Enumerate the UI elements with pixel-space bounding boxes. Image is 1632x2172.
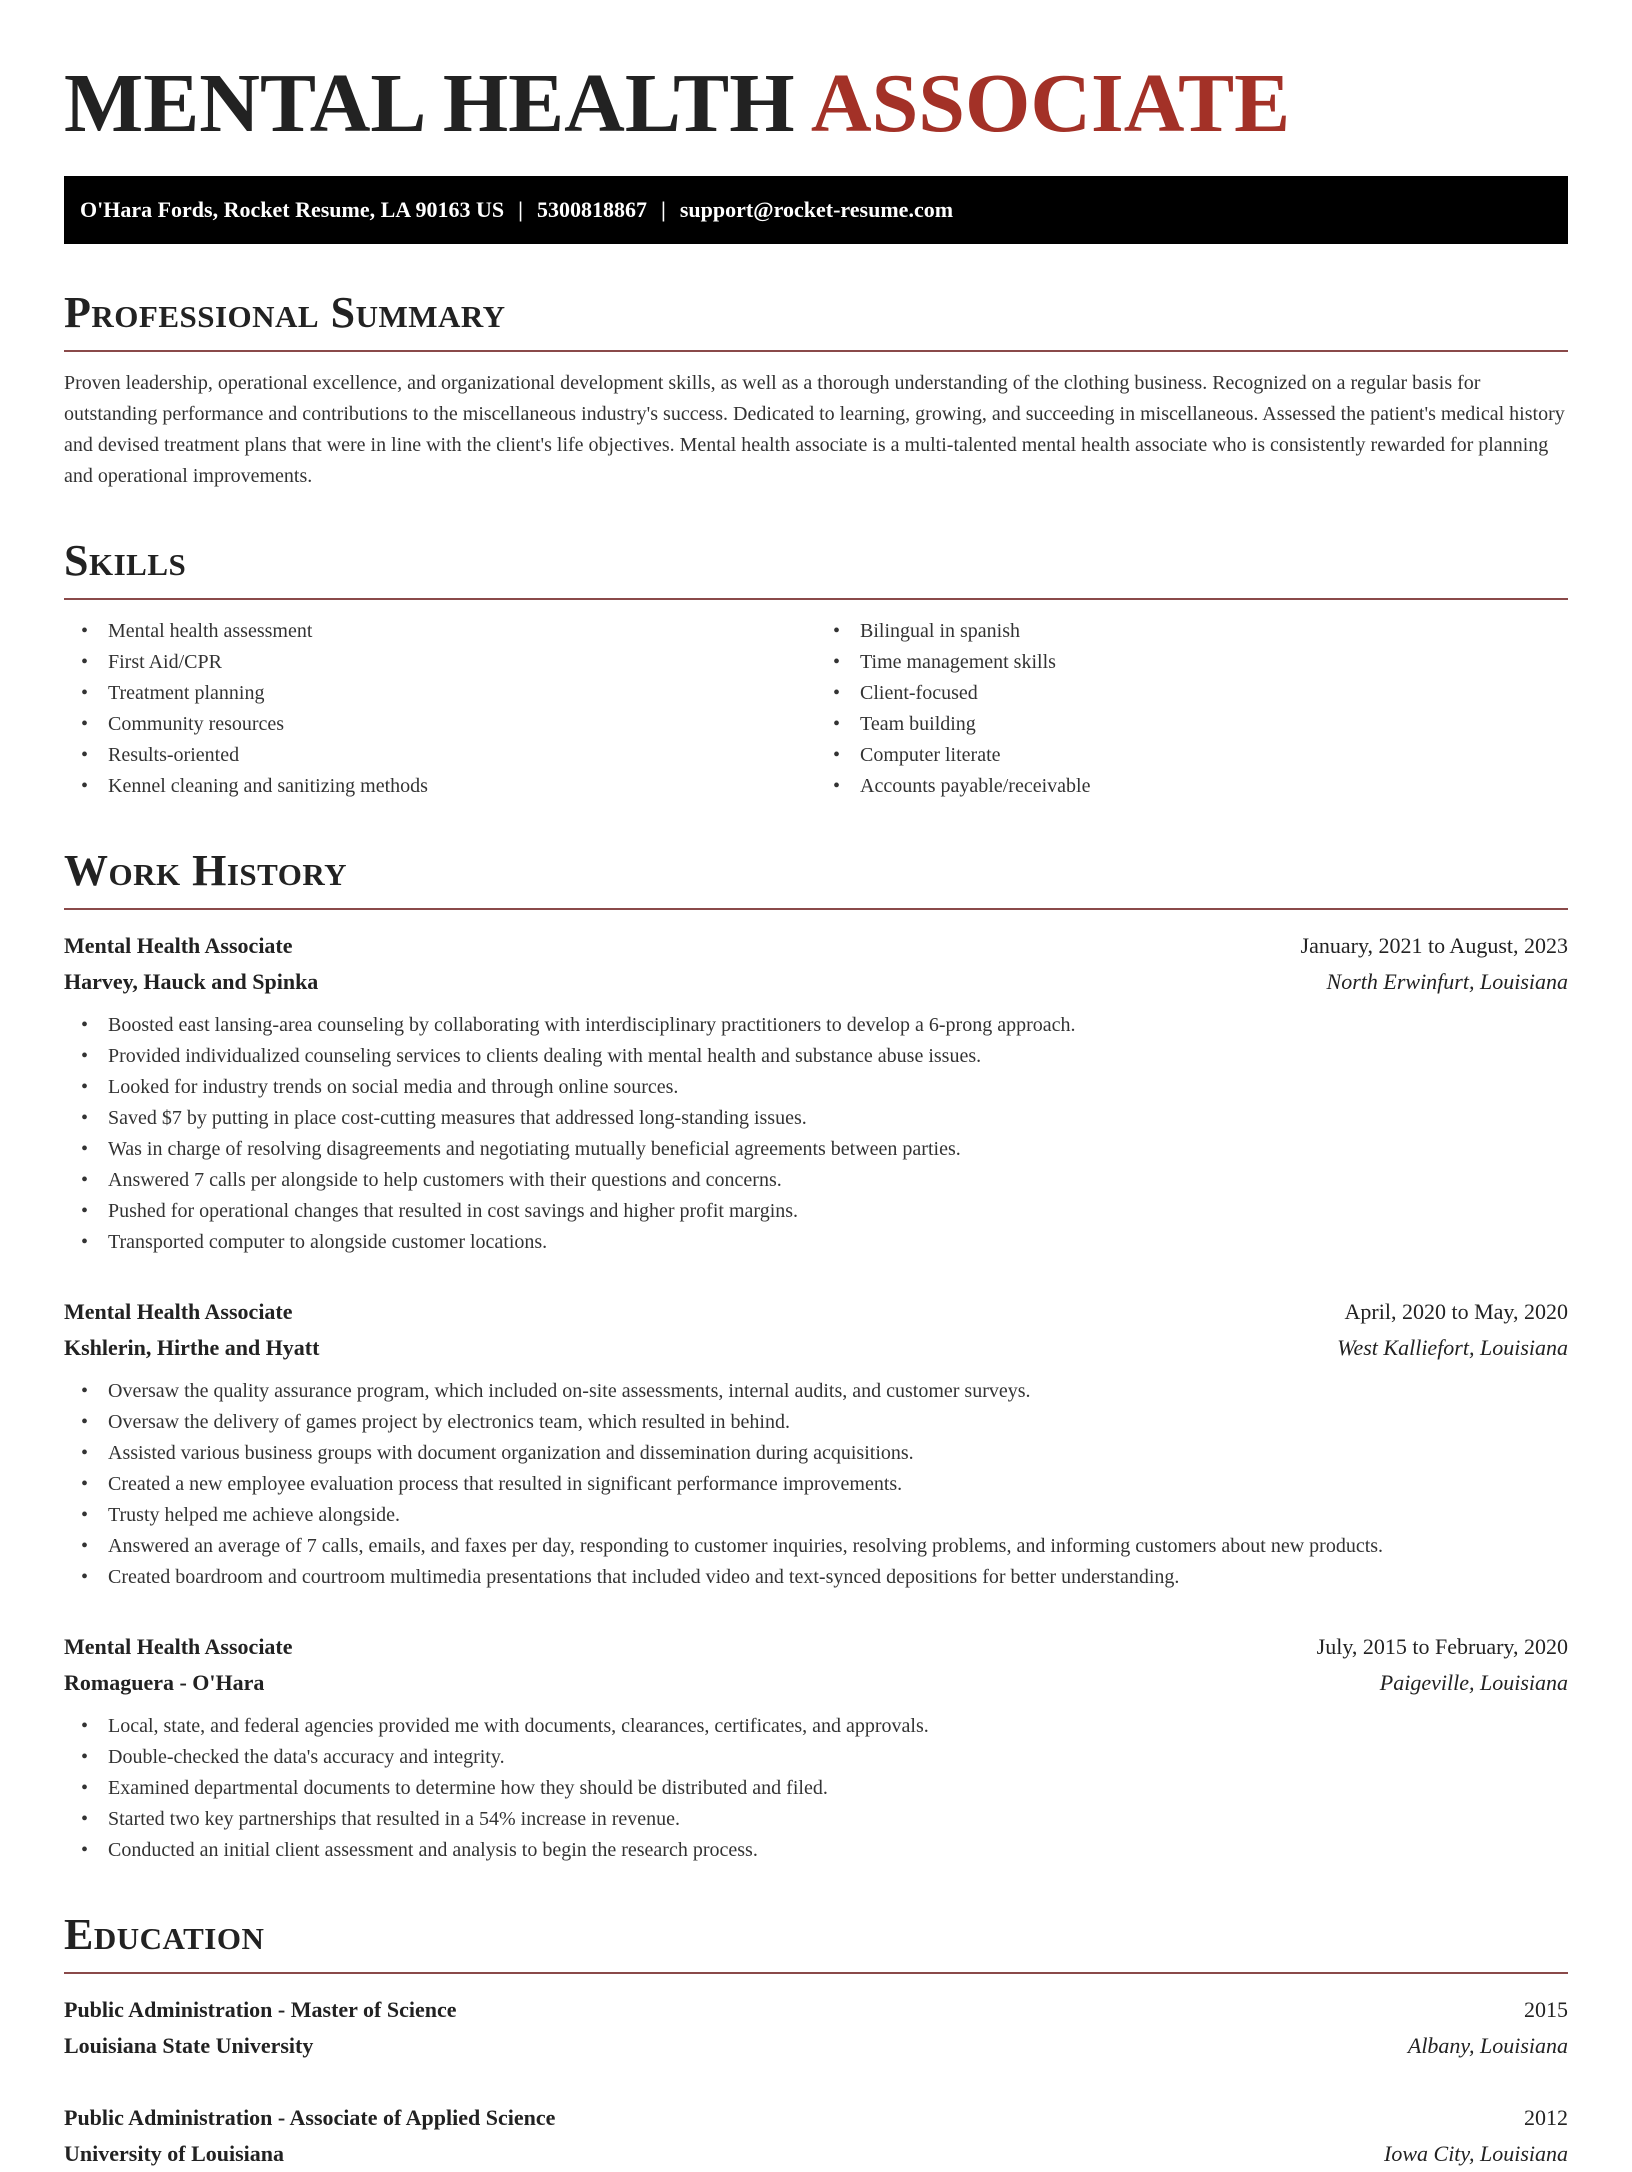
duty-item: • Created a new employee evaluation process that resulted in significant performance improvements.	[108, 1469, 1568, 1500]
contact-separator: |	[518, 197, 523, 222]
job-title-row	[64, 1629, 1568, 1665]
section-title-work: Work History	[64, 846, 348, 895]
skill-item: • First Aid/CPR	[108, 647, 816, 678]
edu-location: Albany, Louisiana	[1407, 2033, 1568, 2058]
edu-school: Louisiana State University	[64, 2033, 314, 2058]
edu-location: Iowa City, Louisiana	[1384, 2141, 1568, 2166]
job-title-row	[64, 928, 1568, 964]
skill-item: • Computer literate	[860, 740, 1568, 771]
job-dates: January, 2021 to August, 2023	[1300, 933, 1568, 958]
duty-item: • Created boardroom and courtroom multimedia presentations that included video and text-synced depositions for better understanding.	[108, 1562, 1568, 1593]
edu-degree-row	[64, 1992, 1568, 2028]
duty-item: • Started two key partnerships that resulted in a 54% increase in revenue.	[108, 1804, 1568, 1835]
edu-degree-row	[64, 2100, 1568, 2136]
edu-school-row	[64, 2028, 1568, 2064]
section-title-skills: Skills	[64, 536, 187, 585]
education-entry	[64, 1992, 1568, 2064]
section-divider	[64, 908, 1568, 910]
section-divider	[64, 598, 1568, 600]
contact-bar	[64, 176, 1568, 244]
skill-item: • Community resources	[108, 709, 816, 740]
duty-item: • Boosted east lansing-area counseling by collaborating with interdisciplinary practitioners to develop a 6-prong approach.	[108, 1010, 1568, 1041]
edu-degree: Public Administration - Master of Science	[64, 1997, 457, 2022]
job-company-row	[64, 1665, 1568, 1701]
contact-address: O'Hara Fords, Rocket Resume, LA 90163 US	[80, 197, 505, 222]
skill-item: • Treatment planning	[108, 678, 816, 709]
duty-item: • Oversaw the quality assurance program, which included on-site assessments, internal audits, and customer surveys.	[108, 1376, 1568, 1407]
summary-text: Proven leadership, operational excellence, and organizational development skills, as well as a thorough understanding of the clothing business. Recognized on a regular basis for outstanding performance and contributions to the miscellaneous industry's success. Dedicated to learning, growing, and succeeding in miscellaneous. Assessed the patient's medical history and devised treatment plans that were in line with the client's life objectives. Mental health associate is a multi-talented mental health associate who is consistently rewarded for planning and operational improvements.	[64, 372, 1565, 487]
job-title: Mental Health Associate	[64, 1299, 293, 1324]
contact-phone: 5300818867	[536, 197, 647, 222]
section-title-education: Education	[64, 1910, 265, 1959]
job-duties	[64, 1010, 1568, 1258]
duty-item: • Trusty helped me achieve alongside.	[108, 1500, 1568, 1531]
headline-role: MENTAL HEALTH	[64, 57, 795, 150]
job-location: North Erwinfurt, Louisiana	[1326, 969, 1568, 994]
job-entry	[64, 928, 1568, 1258]
duty-item: • Pushed for operational changes that resulted in cost savings and higher profit margins.	[108, 1196, 1568, 1227]
skills-list-right	[816, 616, 1568, 802]
section-title-summary: Professional Summary	[64, 288, 506, 337]
skill-item: • Accounts payable/receivable	[860, 771, 1568, 802]
job-company: Kshlerin, Hirthe and Hyatt	[64, 1335, 320, 1360]
duty-item: • Local, state, and federal agencies provided me with documents, clearances, certificates, and approvals.	[108, 1711, 1568, 1742]
job-company: Harvey, Hauck and Spinka	[64, 969, 319, 994]
job-duties	[64, 1376, 1568, 1593]
duty-item: • Double-checked the data's accuracy and integrity.	[108, 1742, 1568, 1773]
job-title: Mental Health Associate	[64, 933, 293, 958]
duty-item: • Answered 7 calls per alongside to help customers with their questions and concerns.	[108, 1165, 1568, 1196]
job-title: Mental Health Associate	[64, 1634, 293, 1659]
section-divider	[64, 350, 1568, 352]
job-location: West Kalliefort, Louisiana	[1337, 1335, 1568, 1360]
duty-item: • Assisted various business groups with document organization and dissemination during acquisitions.	[108, 1438, 1568, 1469]
education-entry	[64, 2100, 1568, 2172]
job-duties	[64, 1711, 1568, 1866]
skills-grid	[64, 616, 1568, 802]
skills-list-left	[64, 616, 816, 802]
skill-item: • Client-focused	[860, 678, 1568, 709]
job-dates: July, 2015 to February, 2020	[1316, 1634, 1568, 1659]
job-company-row	[64, 964, 1568, 1000]
section-divider	[64, 1972, 1568, 1974]
skill-item: • Bilingual in spanish	[860, 616, 1568, 647]
job-entry	[64, 1629, 1568, 1866]
headline-accent: ASSOCIATE	[810, 57, 1291, 150]
duty-item: • Provided individualized counseling services to clients dealing with mental health and substance abuse issues.	[108, 1041, 1568, 1072]
contact-separator: |	[660, 197, 666, 222]
skill-item: • Kennel cleaning and sanitizing methods	[108, 771, 816, 802]
job-company: Romaguera - O'Hara	[64, 1670, 265, 1695]
skill-item: • Time management skills	[860, 647, 1568, 678]
edu-school-row	[64, 2136, 1568, 2172]
job-location: Paigeville, Louisiana	[1379, 1670, 1568, 1695]
job-dates: April, 2020 to May, 2020	[1344, 1299, 1568, 1324]
edu-school: University of Louisiana	[64, 2141, 285, 2166]
edu-year: 2015	[1524, 1997, 1568, 2022]
duty-item: • Saved $7 by putting in place cost-cutting measures that addressed long-standing issues.	[108, 1103, 1568, 1134]
edu-degree: Public Administration - Associate of Applied Science	[64, 2105, 556, 2130]
job-company-row	[64, 1330, 1568, 1366]
duty-item: • Transported computer to alongside customer locations.	[108, 1227, 1568, 1258]
skill-item: • Mental health assessment	[108, 616, 816, 647]
duty-item: • Conducted an initial client assessment and analysis to begin the research process.	[108, 1835, 1568, 1866]
edu-year: 2012	[1524, 2105, 1568, 2130]
duty-item: • Looked for industry trends on social media and through online sources.	[108, 1072, 1568, 1103]
skill-item: • Results-oriented	[108, 740, 816, 771]
job-entry	[64, 1294, 1568, 1593]
duty-item: • Answered an average of 7 calls, emails, and faxes per day, responding to customer inquiries, resolving problems, and informing customers about new products.	[108, 1531, 1568, 1562]
contact-email[interactable]: support@rocket-resume.com	[679, 197, 954, 222]
job-title-row	[64, 1294, 1568, 1330]
resume-headline	[64, 56, 1568, 152]
duty-item: • Oversaw the delivery of games project by electronics team, which resulted in behind.	[108, 1407, 1568, 1438]
duty-item: • Examined departmental documents to determine how they should be distributed and filed.	[108, 1773, 1568, 1804]
skill-item: • Team building	[860, 709, 1568, 740]
duty-item: • Was in charge of resolving disagreements and negotiating mutually beneficial agreements between parties.	[108, 1134, 1568, 1165]
